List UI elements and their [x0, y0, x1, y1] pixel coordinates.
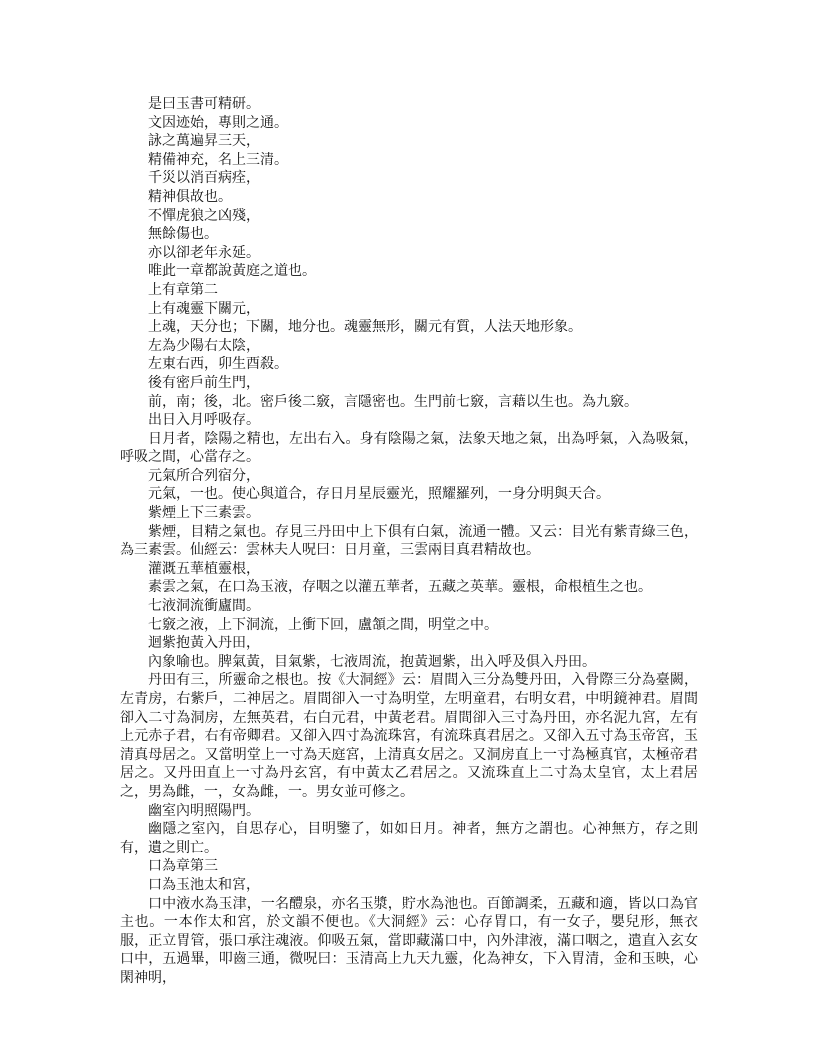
paragraph: 前，南；後，北。密戶後二竅，言隱密也。生門前七竅，言藉以生也。為九竅。: [148, 393, 638, 410]
chapter-heading: 上有章第二: [148, 281, 218, 298]
paragraph: 七竅之液，上下洞流，上衝下回，盧頷之間，明堂之中。: [148, 616, 498, 633]
paragraph: 迴紫抱黃入丹田，: [148, 635, 260, 652]
paragraph: 日月者，陰陽之精也，左出右入。身有陰陽之氣，法象天地之氣，出為呼氣，入為吸氣，呼吸之間，心當存之。: [120, 430, 698, 466]
paragraph: 出日入月呼吸存。: [148, 412, 260, 429]
paragraph: 內象喻也。脾氣黃，目氣紫，七液周流，抱黃迴紫，出入呼及俱入丹田。: [148, 653, 596, 670]
paragraph: 不憚虎狼之凶殘，: [148, 207, 260, 224]
paragraph: 幽隱之室內，自思存心，目明鑒了，如如日月。神者，無方之謂也。心神無方，存之則有，遺之則亡。: [120, 821, 698, 856]
paragraph: 唯此一章都說黃庭之道也。: [148, 263, 316, 280]
paragraph: 上有魂靈下關元，: [148, 300, 260, 317]
document-page: [120, 95, 698, 988]
paragraph: 詠之萬遍昇三天，: [148, 133, 260, 150]
paragraph: 口為玉池太和宮，: [148, 876, 260, 893]
paragraph: 口中液水為玉津，一名醴泉，亦名玉漿，貯水為池也。百節調柔，五藏和適，皆以口為官主也。一本作太和宮，於文韻不便也。《大洞經》云：心存胃口，有一女子，嬰兒形，無衣服，正立胃管，張口承注魂液。仰吸五氣，當即藏滿口中，內外津液，滿口咽之，遣直入玄女口中，五過畢，叩齒三通，微呪曰：玉清高上九天九靈，化為神女，下入胃清，金和玉映，心閑神明，: [120, 895, 698, 986]
paragraph: 幽室內明照陽門。: [148, 802, 260, 819]
paragraph: 七液洞流衝廬間。: [148, 598, 260, 615]
paragraph: 文因迹始，專則之通。: [148, 114, 288, 131]
paragraph: 亦以卻老年永延。: [148, 244, 260, 261]
paragraph: 是曰玉書可精研。: [148, 96, 260, 112]
paragraph: 丹田有三，所靈命之根也。按《大洞經》云：眉間入三分為雙丹田，入骨際三分為臺闕，左青房，右紫戶，二神居之。眉間卻入一寸為明堂，左明童君，右明女君，中明鏡神君。眉間卻入二寸為洞房，左無英君，右白元君，中黃老君。眉間卻入三寸為丹田，亦名泥九宮，左有上元赤子君，右有帝卿君。又卻入四寸為流珠宮，有流珠真君居之。又卻入五寸為玉帝宮，玉清真母居之。又當明堂上一寸為天庭宮，上清真女居之。又洞房直上一寸為極真官，太極帝君居之。又丹田直上一寸為丹玄宮，有中黃太乙君居之。又流珠直上二寸為太皇官，太上君居之，男為雌，一，女為雌，一。男女並可修之。: [120, 672, 698, 800]
paragraph: 元氣，一也。使心與道合，存日月星辰靈光，照耀羅列，一身分明與天合。: [148, 486, 610, 503]
paragraph: 元氣所合列宿分，: [148, 467, 260, 484]
paragraph: 上魂，天分也；下關，地分也。魂靈無形，關元有質，人法天地形象。: [148, 319, 582, 336]
paragraph: 千災以消百病痊，: [148, 170, 260, 187]
paragraph: 精神俱故也。: [148, 188, 232, 205]
chapter-heading: 口為章第三: [148, 858, 218, 875]
paragraph: 精備神充，名上三清。: [148, 151, 288, 168]
paragraph: 左為少陽右太陰，: [148, 337, 260, 354]
paragraph: 素雲之氣，在口為玉液，存咽之以灌五華者，五藏之英華。靈根，命根植生之也。: [148, 579, 652, 596]
paragraph: 左東右西，卯生酉殺。: [148, 356, 288, 373]
paragraph: 紫煙，目精之氣也。存見三丹田中上下俱有白氣，流通一體。又云：目光有紫青綠三色，為三素雲。仙經云：雲林夫人呪曰：日月童，三雲兩目真君精故也。: [120, 523, 698, 559]
paragraph: 無餘傷也。: [148, 226, 218, 243]
paragraph: 灌溉五華植靈根，: [148, 560, 260, 577]
paragraph: 後有密戶前生門，: [148, 374, 260, 391]
paragraph: 紫煙上下三素雲。: [148, 505, 260, 522]
